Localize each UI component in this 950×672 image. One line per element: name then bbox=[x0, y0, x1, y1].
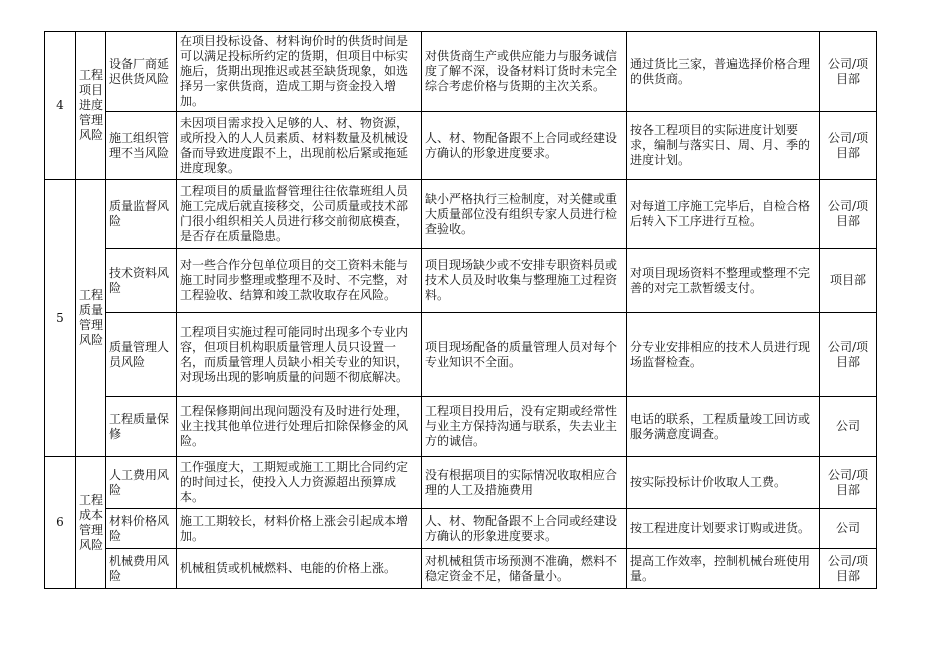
risk-cause: 人、材、物配备跟不上合同或经建设方确认的形象进度要求。 bbox=[422, 509, 627, 549]
risk-description: 施工工期较长，材料价格上涨会引起成本增加。 bbox=[177, 509, 422, 549]
table-row bbox=[45, 457, 877, 509]
risk-name: 技术资料风险 bbox=[106, 249, 177, 313]
risk-name: 工程质量保修 bbox=[106, 397, 177, 457]
risk-measure: 分专业安排相应的技术人员进行现场监督检查。 bbox=[627, 313, 820, 397]
risk-description: 工程项目实施过程可能同时出现多个专业内容，但项目机构职质量管理人员只设置一名，而质量管理人员缺小相关专业的知识，对现场出现的影响质量的问题不彻底解决。 bbox=[177, 313, 422, 397]
risk-description: 未因项目需求投入足够的人、材、物资源，或所投入的人人员素质、材料数量及机械设备而导致进度跟不上，出现前松后紧或拖延进度现象。 bbox=[177, 112, 422, 180]
risk-name: 材料价格风险 bbox=[106, 509, 177, 549]
risk-measure: 对每道工序施工完毕后，自检合格后转入下工序进行互检。 bbox=[627, 180, 820, 249]
table-row bbox=[45, 397, 877, 457]
risk-owner: 公司 bbox=[820, 397, 877, 457]
group-number: 6 bbox=[45, 457, 76, 589]
group-number: 5 bbox=[45, 180, 76, 457]
risk-owner: 公司 bbox=[820, 509, 877, 549]
risk-description: 在项目投标设备、材料询价时的供货时间是可以满足投标所约定的货期，但项目中标实施后，货期出现推迟或甚至缺货现象，如选择另一家供货商，造成工期与资金投入增加。 bbox=[177, 32, 422, 112]
group-number: 4 bbox=[45, 32, 76, 180]
risk-owner: 公司/项目部 bbox=[820, 180, 877, 249]
table-row bbox=[45, 509, 877, 549]
risk-cause: 对机械租赁市场预测不准确，燃料不稳定资金不足，储备量小。 bbox=[422, 549, 627, 589]
risk-cause: 人、材、物配备跟不上合同或经建设方确认的形象进度要求。 bbox=[422, 112, 627, 180]
risk-cause: 工程项目投用后，没有定期或经常性与业主方保持沟通与联系，失去业主方的诚信。 bbox=[422, 397, 627, 457]
risk-cause: 对供货商生产或供应能力与服务诚信度了解不深，设备材料订货时未完全综合考虑价格与货期的主次关系。 bbox=[422, 32, 627, 112]
table-row bbox=[45, 180, 877, 249]
risk-name: 施工组织管理不当风险 bbox=[106, 112, 177, 180]
risk-category: 工程成本管理风险 bbox=[76, 457, 106, 589]
risk-cause: 没有根据项目的实际情况收取相应合理的人工及措施费用 bbox=[422, 457, 627, 509]
risk-measure: 通过货比三家，普遍选择价格合理的供货商。 bbox=[627, 32, 820, 112]
table-row bbox=[45, 313, 877, 397]
risk-name: 设备厂商延迟供货风险 bbox=[106, 32, 177, 112]
risk-cause: 缺小严格执行三检制度，对关健或重大质量部位没有组织专家人员进行检查验收。 bbox=[422, 180, 627, 249]
risk-name: 质量监督风险 bbox=[106, 180, 177, 249]
risk-name: 人工费用风险 bbox=[106, 457, 177, 509]
risk-measure: 按各工程项目的实际进度计划要求，编制与落实日、周、月、季的进度计划。 bbox=[627, 112, 820, 180]
risk-owner: 公司/项目部 bbox=[820, 313, 877, 397]
risk-owner: 公司/项目部 bbox=[820, 32, 877, 112]
risk-description: 对一些合作分包单位项目的交工资料未能与施工时同步整理或整理不及时、不完整，对工程验收、结算和竣工款收取存在风险。 bbox=[177, 249, 422, 313]
risk-cause: 项目现场配备的质量管理人员对每个专业知识不全面。 bbox=[422, 313, 627, 397]
risk-category: 工程项目进度管理风险 bbox=[76, 32, 106, 180]
risk-table bbox=[44, 31, 877, 589]
table-row bbox=[45, 549, 877, 589]
risk-description: 工程项目的质量监督管理往往依靠班组人员施工完成后就直接移交，公司质量或技术部门很小组织相关人员进行移交前彻底模查，是否存在质量隐患。 bbox=[177, 180, 422, 249]
risk-cause: 项目现场缺少或不安排专职资料员或技术人员及时收集与整理施工过程资料。 bbox=[422, 249, 627, 313]
risk-measure: 对项目现场资料不整理或整理不完善的对完工款暂缓支付。 bbox=[627, 249, 820, 313]
risk-description: 机械租赁或机械燃料、电能的价格上涨。 bbox=[177, 549, 422, 589]
risk-name: 质量管理人员风险 bbox=[106, 313, 177, 397]
table-row bbox=[45, 249, 877, 313]
table-row bbox=[45, 32, 877, 112]
risk-owner: 公司/项目部 bbox=[820, 112, 877, 180]
risk-name: 机械费用风险 bbox=[106, 549, 177, 589]
risk-measure: 提高工作效率，控制机械台班使用量。 bbox=[627, 549, 820, 589]
risk-measure: 电话的联系，工程质量竣工回访或服务满意度调查。 bbox=[627, 397, 820, 457]
risk-measure: 按工程进度计划要求订购或进货。 bbox=[627, 509, 820, 549]
risk-description: 工程保修期间出现问题没有及时进行处理，业主找其他单位进行处理后扣除保修金的风险。 bbox=[177, 397, 422, 457]
risk-owner: 项目部 bbox=[820, 249, 877, 313]
risk-owner: 公司/项目部 bbox=[820, 549, 877, 589]
table-row bbox=[45, 112, 877, 180]
risk-measure: 按实际投标计价收取人工费。 bbox=[627, 457, 820, 509]
risk-owner: 公司/项目部 bbox=[820, 457, 877, 509]
risk-category: 工程质量管理风险 bbox=[76, 180, 106, 457]
risk-description: 工作强度大，工期短或施工工期比合同约定的时间过长，使投入人力资源超出预算成本。 bbox=[177, 457, 422, 509]
